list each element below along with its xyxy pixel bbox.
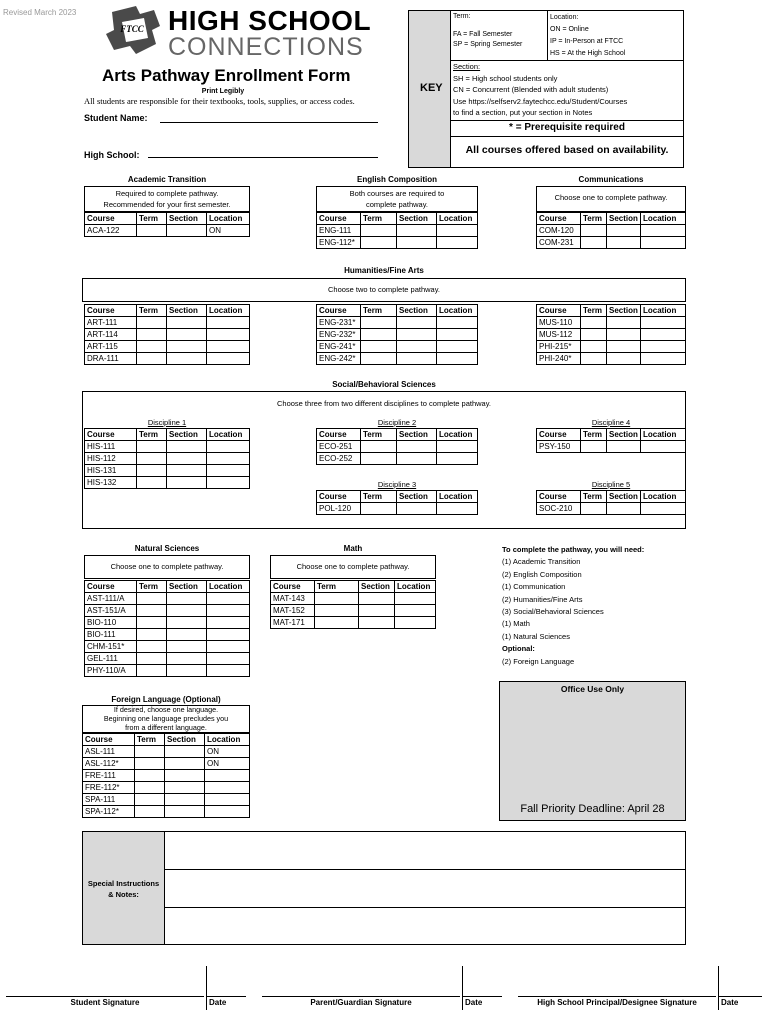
key-availability: All courses offered based on availability.: [465, 144, 669, 156]
student-name-field[interactable]: [160, 122, 378, 123]
student-signature-line[interactable]: [6, 996, 204, 997]
list-item: (3) Social/Behavioral Sciences: [502, 607, 604, 617]
key-prereq: * = Prerequisite required: [509, 122, 625, 133]
academic-note2: Recommended for your first semester.: [103, 200, 231, 209]
social-note: Choose three from two different disciplines to complete pathway.: [277, 399, 491, 408]
requirements-title: To complete the pathway, you will need:: [502, 545, 645, 554]
key-loc-ip: IP = In-Person at FTCC: [550, 38, 624, 45]
table-row: MAT-152: [271, 605, 436, 617]
table-row: SPA-112*: [83, 806, 250, 818]
list-item: (2) Humanities/Fine Arts: [502, 594, 583, 604]
discipline-1-table: Course Term Section Location HIS-111 HIS-112 HIS-131 HIS-132: [84, 428, 250, 489]
table-row: ENG-242*: [317, 353, 478, 365]
key-loc-on: ON = Online: [550, 26, 589, 33]
communications-note: Choose one to complete pathway.: [554, 193, 668, 202]
communications-title: Communications: [578, 175, 644, 184]
english-table: Course Term Section Location ENG-111 ENG-112*: [316, 212, 478, 249]
print-legibly: Print Legibly: [201, 88, 245, 95]
academic-transition-title: Academic Transition: [127, 175, 207, 184]
date-label: Date: [209, 998, 227, 1007]
table-row: CHM-151*: [85, 641, 250, 653]
table-row: ECO-251: [317, 441, 478, 453]
discipline-5-table: Course Term Section Location SOC-210: [536, 490, 686, 515]
table-row: ECO-252: [317, 453, 478, 465]
table-row: SOC-210: [537, 503, 686, 515]
natural-table: Course Term Section Location AST-111/A AST-151/A BIO-110 BIO-111 CHM-151* GEL-111 PHY-110/A: [84, 580, 250, 677]
table-row: MUS-112: [537, 329, 686, 341]
key-term-title: Term:: [453, 13, 471, 20]
table-row: COM-231: [537, 237, 686, 249]
section-cell[interactable]: [167, 225, 207, 237]
notes-line-3[interactable]: [164, 908, 686, 944]
humanities-table-2: Course Term Section Location ENG-231* ENG-232* ENG-241* ENG-242*: [316, 304, 478, 365]
list-item: (1) Natural Sciences: [502, 631, 570, 641]
table-row: AST-151/A: [85, 605, 250, 617]
list-item: (1) Math: [502, 619, 530, 629]
high-school-field[interactable]: [148, 157, 378, 158]
table-row: DRA-111: [85, 353, 250, 365]
table-row: ENG-232*: [317, 329, 478, 341]
humanities-title: Humanities/Fine Arts: [344, 266, 424, 275]
table-row: HIS-131: [85, 465, 250, 477]
table-row: GEL-111: [85, 653, 250, 665]
table-row: PHI-240*: [537, 353, 686, 365]
table-row: ART-111: [85, 317, 250, 329]
discipline-2-label: Discipline 2: [377, 418, 417, 427]
natural-title: Natural Sciences: [134, 544, 200, 553]
natural-note: Choose one to complete pathway.: [110, 562, 224, 571]
table-row: ENG-112*: [317, 237, 478, 249]
key-term-sp: SP = Spring Semester: [453, 41, 523, 48]
date-label: Date: [465, 998, 483, 1007]
office-use-title: Office Use Only: [560, 684, 625, 694]
discipline-4-label: Discipline 4: [591, 418, 631, 427]
discipline-4-table: Course Term Section Location PSY-150: [536, 428, 686, 453]
list-item: (1) Academic Transition: [502, 557, 581, 567]
discipline-3-table: Course Term Section Location POL-120: [316, 490, 478, 515]
principal-signature-line[interactable]: [518, 996, 716, 997]
key-label: KEY: [420, 82, 443, 94]
math-table: Course Term Section Location MAT-143 MAT-152 MAT-171: [270, 580, 436, 629]
notes-line-1[interactable]: [164, 832, 686, 869]
math-title: Math: [343, 544, 363, 553]
humanities-note: Choose two to complete pathway.: [327, 285, 440, 294]
humanities-table-3: Course Term Section Location MUS-110 MUS-112 PHI-215* PHI-240*: [536, 304, 686, 365]
english-title: English Composition: [357, 175, 437, 184]
table-row: ACA-122 ON: [85, 225, 250, 237]
logo-line1: HIGH SCHOOL: [168, 5, 372, 36]
key-loc-hs: HS = At the High School: [550, 50, 626, 57]
term-cell[interactable]: [137, 225, 167, 237]
table-row: BIO-110: [85, 617, 250, 629]
table-row: HIS-111: [85, 441, 250, 453]
list-item: (1) Communication: [502, 582, 566, 592]
list-item: (2) English Composition: [502, 569, 582, 579]
form-title: Arts Pathway Enrollment Form: [102, 66, 351, 85]
student-date-line[interactable]: [206, 996, 246, 997]
table-row: SPA-111: [83, 794, 250, 806]
optional-label: Optional:: [502, 644, 535, 654]
high-school-label: High School:: [84, 150, 140, 160]
key-sec-sh: SH = High school students only: [453, 73, 558, 83]
table-row: ART-115: [85, 341, 250, 353]
student-signature-label: Student Signature: [70, 998, 140, 1007]
notes-line-2[interactable]: [164, 870, 686, 907]
priority-deadline: Fall Priority Deadline: April 28: [520, 803, 665, 815]
table-row: ART-114: [85, 329, 250, 341]
table-row: BIO-111: [85, 629, 250, 641]
english-note1: Both courses are required to: [349, 189, 445, 198]
key-location-title: Location:: [550, 14, 579, 21]
table-row: PHI-215*: [537, 341, 686, 353]
academic-transition-table: Course Term Section Location ACA-122 ON: [84, 212, 250, 237]
table-row: COM-120: [537, 225, 686, 237]
table-row: MAT-143: [271, 593, 436, 605]
table-row: ENG-231*: [317, 317, 478, 329]
table-row: HIS-112: [85, 453, 250, 465]
date-label: Date: [721, 998, 739, 1007]
requirements-list: [502, 544, 644, 668]
table-row: AST-111/A: [85, 593, 250, 605]
table-row: ASL-112* ON: [83, 758, 250, 770]
foreign-table: Course Term Section Location ASL-111 ON ASL-112* ON FRE-111 FRE-112* SPA-111 SPA-112*: [82, 733, 250, 818]
discipline-3-label: Discipline 3: [377, 480, 417, 489]
table-row: ENG-111: [317, 225, 478, 237]
communications-table: Course Term Section Location COM-120 COM-231: [536, 212, 686, 249]
key-sec-find: to find a section, put your section in Notes: [453, 108, 593, 117]
parent-date-line[interactable]: [462, 996, 502, 997]
discipline-5-label: Discipline 5: [591, 480, 631, 489]
table-row: FRE-111: [83, 770, 250, 782]
foreign-title: Foreign Language (Optional): [111, 695, 221, 704]
revised-date: Revised March 2023: [3, 8, 77, 17]
academic-note1: Required to complete pathway.: [115, 189, 219, 198]
math-note: Choose one to complete pathway.: [296, 562, 410, 571]
table-row: MUS-110: [537, 317, 686, 329]
discipline-2-table: Course Term Section Location ECO-251 ECO-252: [316, 428, 478, 465]
key-term-fa: FA = Fall Semester: [453, 31, 513, 38]
foreign-note2: Beginning one language precludes you: [103, 714, 229, 723]
english-note2: complete pathway.: [366, 200, 428, 209]
logo-badge: FTCC: [120, 24, 144, 34]
humanities-table-1: Course Term Section Location ART-111 ART-114 ART-115 DRA-111: [84, 304, 250, 365]
table-row: ASL-111 ON: [83, 746, 250, 758]
special-label2: & Notes:: [108, 890, 139, 899]
principal-date-line[interactable]: [718, 996, 762, 997]
key-section-title: Section:: [453, 62, 481, 71]
key-sec-cn: CN = Concurrent (Blended with adult students): [453, 85, 609, 94]
foreign-note3: from a different language.: [125, 723, 207, 732]
table-row: PHY-110/A: [85, 665, 250, 677]
table-row: MAT-171: [271, 617, 436, 629]
table-row: FRE-112*: [83, 782, 250, 794]
parent-signature-label: Parent/Guardian Signature: [310, 998, 412, 1007]
parent-signature-line[interactable]: [262, 996, 460, 997]
office-use-box: [499, 681, 686, 821]
table-row: ENG-241*: [317, 341, 478, 353]
student-name-label: Student Name:: [84, 113, 148, 123]
foreign-note1: If desired, choose one language.: [113, 705, 219, 714]
list-item: (2) Foreign Language: [502, 656, 575, 666]
principal-signature-label: High School Principal/Designee Signature: [537, 998, 697, 1007]
key-sec-use: Use https://selfserv2.faytechcc.edu/Student/Courses: [453, 96, 628, 106]
table-row: PSY-150: [537, 441, 686, 453]
table-row: POL-120: [317, 503, 478, 515]
social-title: Social/Behavioral Sciences: [332, 380, 436, 389]
logo-line2: CONNECTIONS: [168, 33, 364, 61]
table-row: HIS-132: [85, 477, 250, 489]
responsibility-note: All students are responsible for their textbooks, tools, supplies, or access codes.: [84, 96, 355, 106]
special-label1: Special Instructions: [87, 879, 160, 888]
discipline-1-label: Discipline 1: [147, 418, 187, 427]
